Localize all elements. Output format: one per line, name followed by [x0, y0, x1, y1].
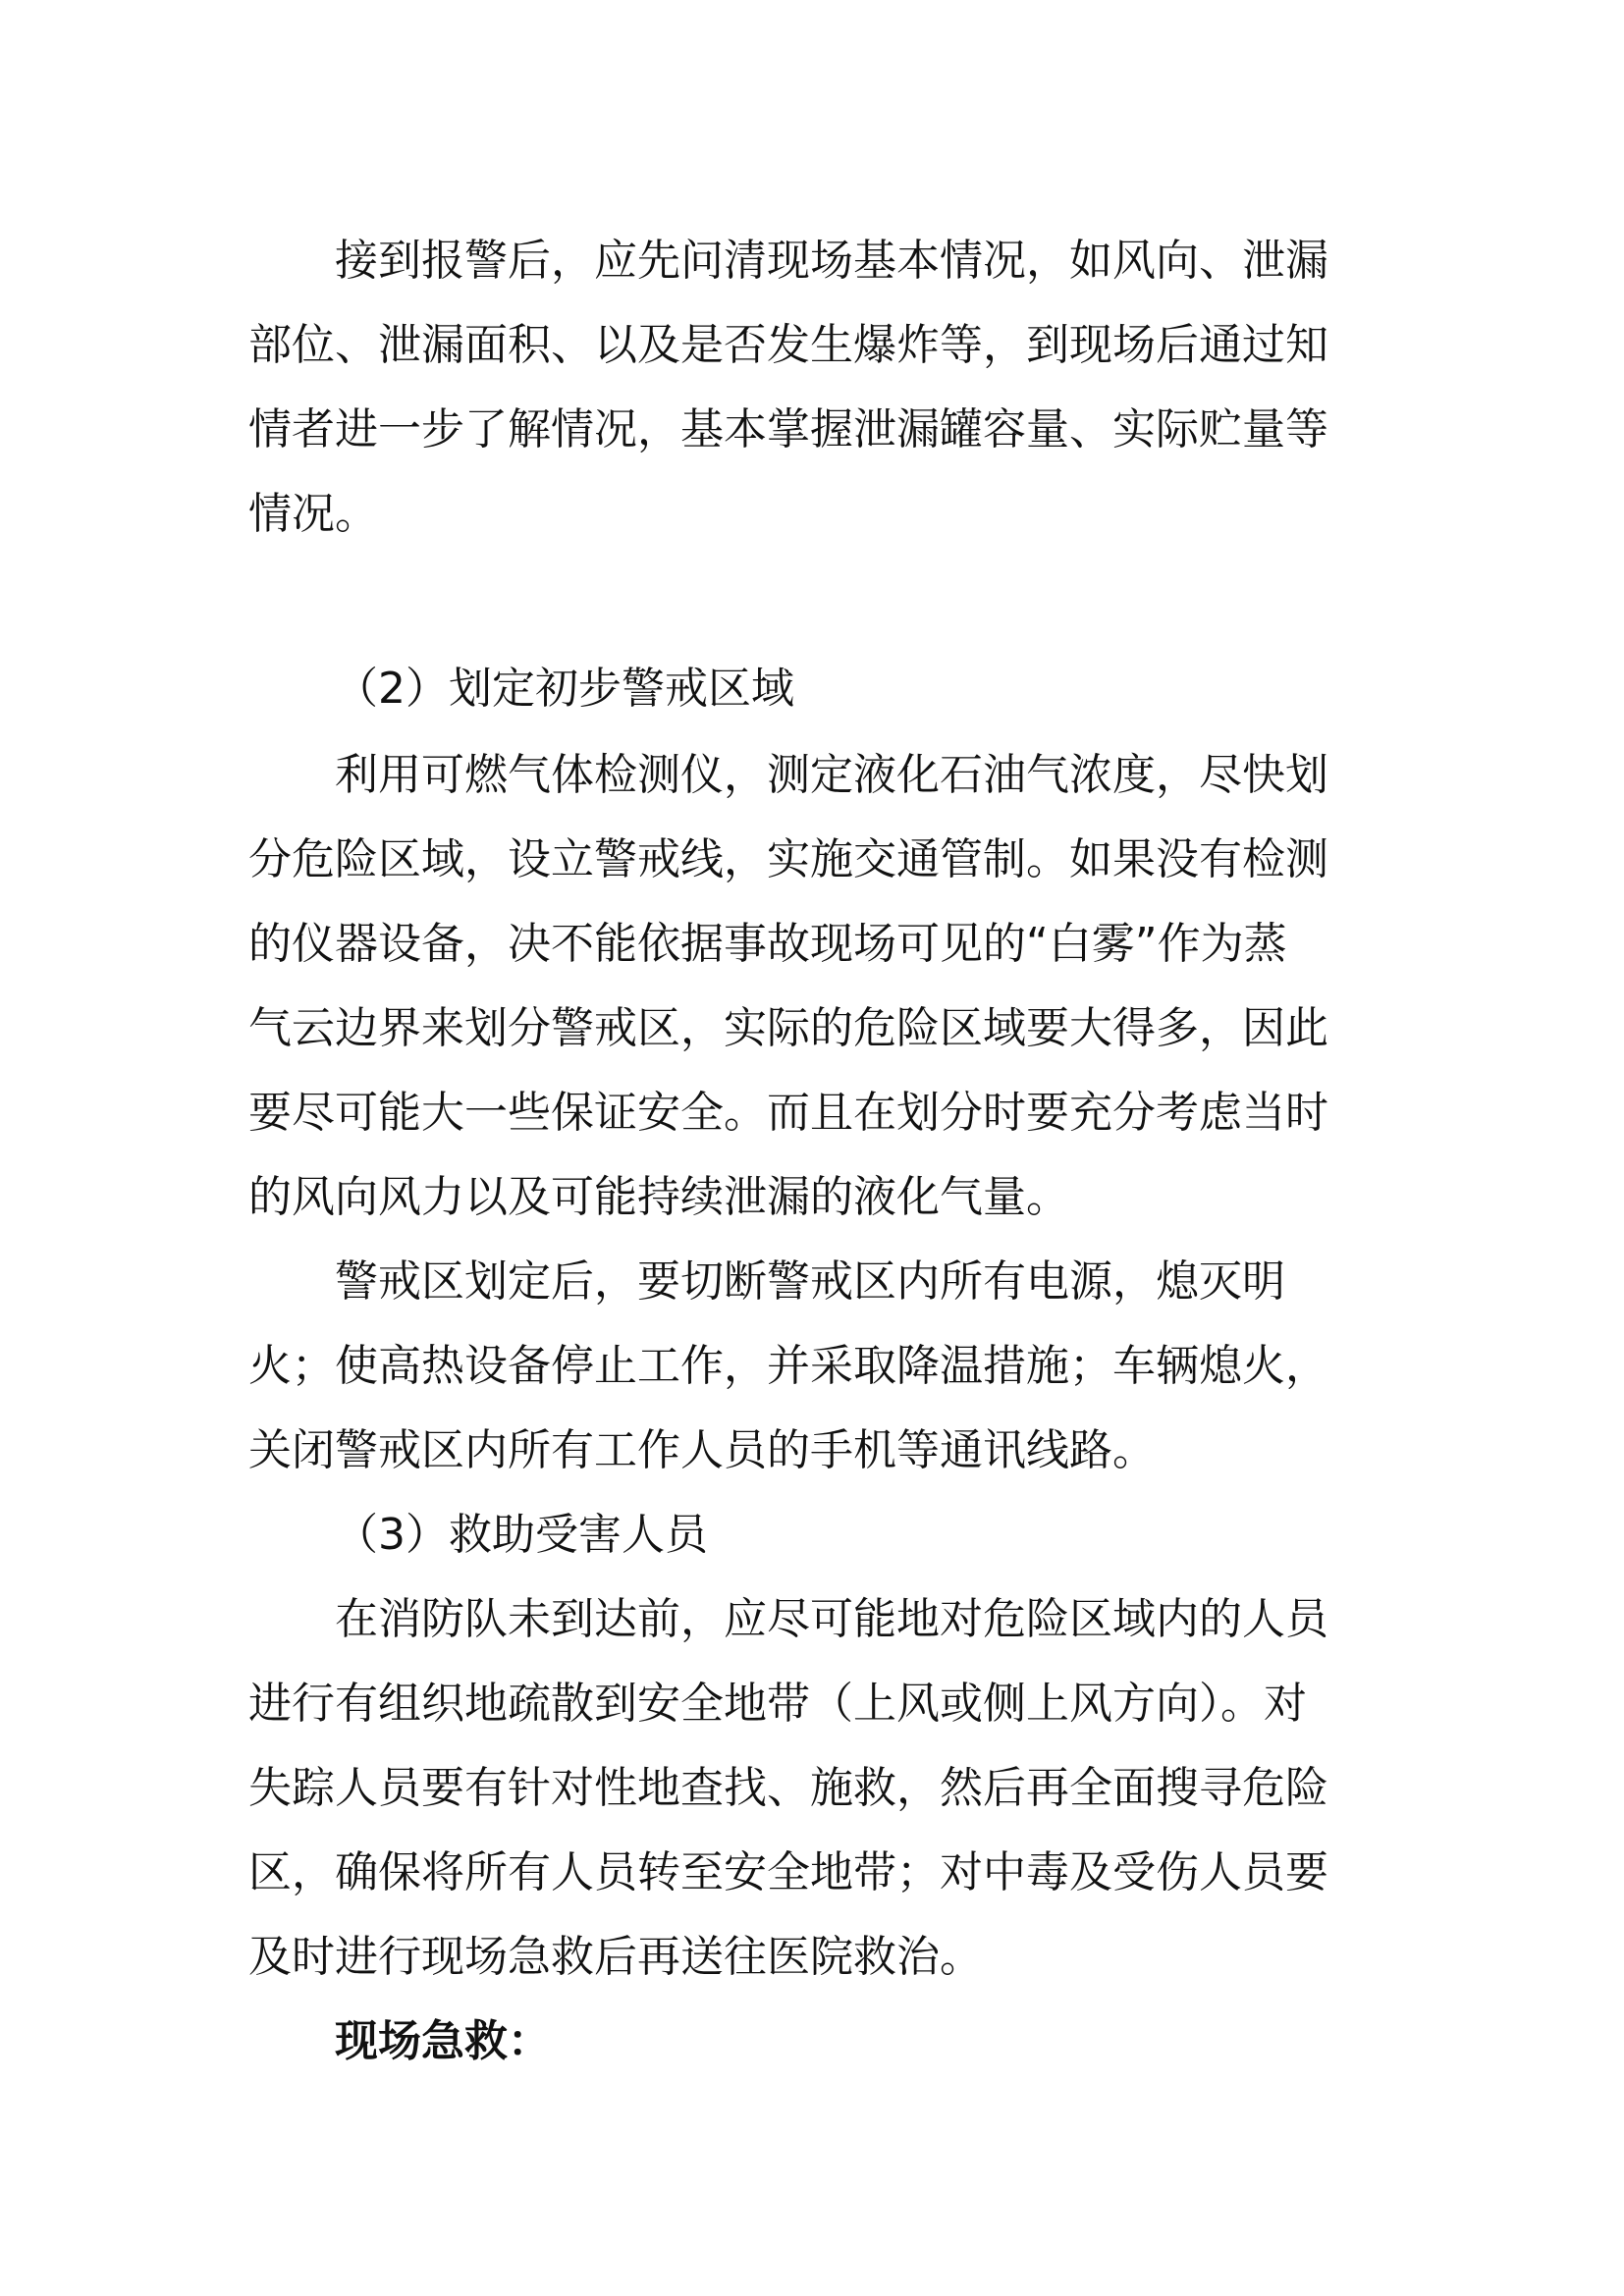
- paragraph-line: 失踪人员要有针对性地查找、施救，然后再全面搜寻危险: [248, 1763, 1328, 1813]
- paragraph-line: 的仪器设备，决不能依据事故现场可见的“白雾”作为蒸: [248, 919, 1287, 969]
- paragraph-line: 接到报警后，应先问清现场基本情况，如风向、泄漏: [335, 236, 1328, 286]
- paragraph-line: 进行有组织地疏散到安全地带（上风或侧上风方向）。对: [248, 1679, 1307, 1729]
- paragraph-line: 警戒区划定后，要切断警戒区内所有电源，熄灭明: [335, 1256, 1285, 1307]
- paragraph-line: 要尽可能大一些保证安全。而且在划分时要充分考虑当时: [248, 1088, 1328, 1138]
- paragraph-line: 及时进行现场急救后再送往医院救治。: [248, 1932, 983, 1982]
- first-aid-heading: 现场急救：: [335, 2016, 551, 2066]
- paragraph-line: 关闭警戒区内所有工作人员的手机等通讯线路。: [248, 1425, 1156, 1475]
- paragraph-line: 的风向风力以及可能持续泄漏的液化气量。: [248, 1172, 1069, 1222]
- paragraph-line: 利用可燃气体检测仪，测定液化石油气浓度，尽快划: [335, 750, 1328, 800]
- section-heading-2: （2）划定初步警戒区域: [335, 664, 794, 714]
- paragraph-line: 情况。: [248, 489, 378, 539]
- paragraph-line: 气云边界来划分警戒区，实际的危险区域要大得多，因此: [248, 1003, 1328, 1053]
- paragraph-line: 在消防队未到达前，应尽可能地对危险区域内的人员: [335, 1594, 1328, 1644]
- paragraph-line: 分危险区域，设立警戒线，实施交通管制。如果没有检测: [248, 834, 1328, 884]
- paragraph-line: 区，确保将所有人员转至安全地带；对中毒及受伤人员要: [248, 1847, 1328, 1897]
- paragraph-line: 部位、泄漏面积、以及是否发生爆炸等，到现场后通过知: [248, 320, 1328, 370]
- section-heading-3: （3）救助受害人员: [335, 1510, 708, 1560]
- paragraph-line: 情者进一步了解情况，基本掌握泄漏罐容量、实际贮量等: [248, 404, 1328, 454]
- paragraph-line: 火；使高热设备停止工作，并采取降温措施；车辆熄火，: [248, 1341, 1328, 1391]
